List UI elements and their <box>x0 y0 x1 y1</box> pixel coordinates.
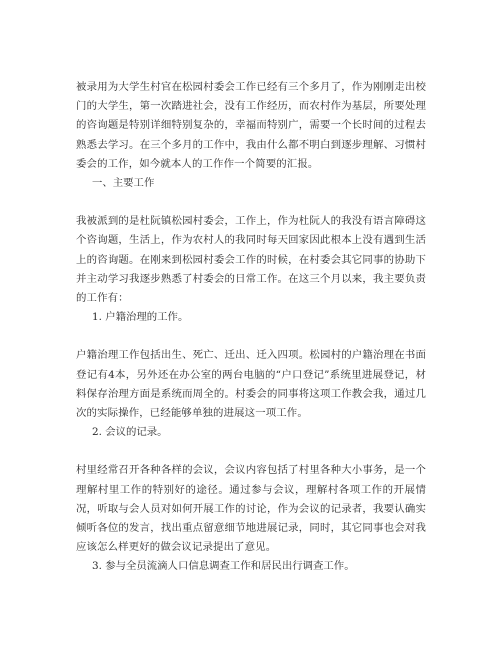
spacer <box>76 193 426 212</box>
list-item-paragraph-meeting: 村里经常召开各种各样的会议，会议内容包括了村里各种大小事务，是一个理解村里工作的特别好的途径。通过参与会议，理解村各项工作的开展情况，听取与会人员对如何开展工作的讨论，作为会议的记录者，我要认确实倾听各位的发言，找出重点留意细节地进展记录，同时，其它同事也会对我应该怎么样更好的做会议记录提出了意见。 <box>76 464 426 554</box>
section-heading-main-work: 一、主要工作 <box>92 177 155 190</box>
list-item-heading-survey: 3. 参与全员流滴人口信息调查工作和居民出行调查工作。 <box>92 560 355 573</box>
document-body <box>76 78 426 577</box>
spacer <box>76 327 426 346</box>
intro-paragraph: 被录用为大学生村官在松园村委会工作已经有三个多月了，作为刚刚走出校门的大学生，第一次踏进社会，没有工作经历，而农村作为基层，所要处理的咨询题是特别详细特别复杂的，幸福而特别广，需要一个长时间的过程去熟悉去学习。在三个多月的工作中，我由什么都不明白到逐步理解、习惯村委会的工作，如今就本人的工作作一个简要的汇报。 <box>76 81 426 170</box>
list-item-heading-meeting: 2. 会议的记录。 <box>92 426 168 439</box>
list-item-paragraph-household: 户籍治理工作包括出生、死亡、迁出、迁入四项。松园村的户籍治理在书面登记有4本，另外还在办公室的两台电脑的“户口登记”系统里进展登记，材料保存治理方面是系统而周全的。村委会的同事将这项工作教会我，通过几次的实际操作，已经能够单独的进展这一项工作。 <box>76 349 426 420</box>
section-paragraph-assignment: 我被派到的是杜阮镇松园村委会，工作上，作为杜阮人的我没有语言障碍这个咨询题，生活上，作为农村人的我同时每天回家因此根本上没有遇到生活上的咨询题。在刚来到松园村委会工作的时候，在村委会其它同事的协助下并主动学习我逐步熟悉了村委会的日常工作。在这三个月以来，我主要负责的工作有： <box>76 215 426 305</box>
list-item-heading-household: 1. 户籍治理的工作。 <box>92 311 189 324</box>
spacer <box>76 442 426 461</box>
